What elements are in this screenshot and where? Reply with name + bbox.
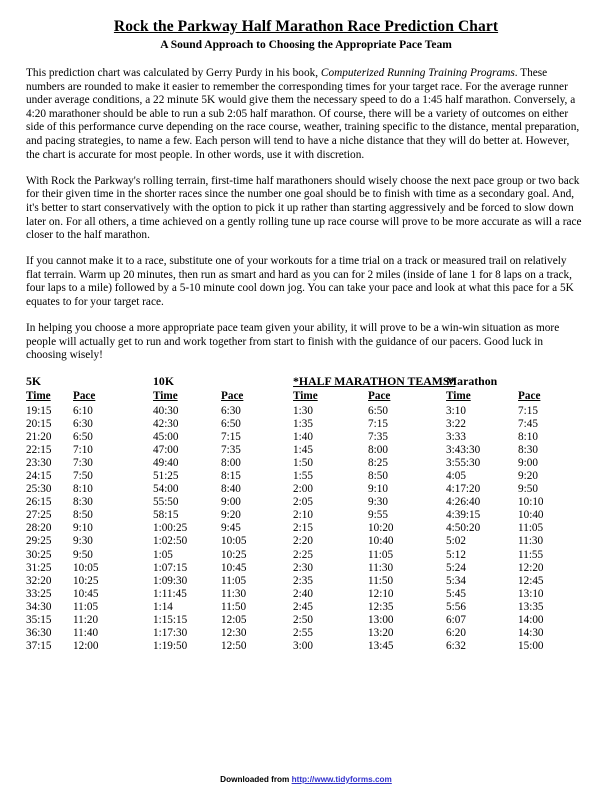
cell-10k-pace: 8:40	[221, 483, 241, 496]
book-title: Computerized Running Training Programs	[320, 67, 515, 80]
cell-5k-time: 30:25	[26, 548, 52, 561]
column-header-5k-pace: Pace	[73, 390, 96, 403]
paragraph-3: If you cannot make it to a race, substitute one of your workouts for a time trial on a track or measured trail on relatively flat terrain. Warm up 20 minutes, then run as smart and hard as you can for 2 miles (inside of lane 1 for 8 laps on a track, four laps to a mile) followed by a 5-10 minute cool down jog. You can take your pace and look at what this pace for a 5K equates to for your target race.	[26, 255, 574, 308]
cell-5k-pace: 7:10	[73, 443, 93, 456]
footer-prefix: Downloaded from	[220, 775, 292, 784]
cell-marathon-time: 3:22	[446, 417, 466, 430]
cell-marathon-pace: 12:20	[518, 561, 544, 574]
cell-half-time: 1:40	[293, 430, 313, 443]
cell-5k-time: 35:15	[26, 614, 52, 627]
cell-10k-pace: 9:00	[221, 496, 241, 509]
cell-marathon-time: 5:56	[446, 600, 466, 613]
cell-half-pace: 13:00	[368, 614, 394, 627]
table-row	[26, 444, 586, 457]
cell-5k-time: 29:25	[26, 535, 52, 548]
cell-10k-time: 58:15	[153, 509, 179, 522]
cell-10k-pace: 11:30	[221, 587, 247, 600]
cell-10k-time: 1:14	[153, 600, 173, 613]
cell-marathon-pace: 12:45	[518, 574, 544, 587]
cell-5k-time: 31:25	[26, 561, 52, 574]
cell-10k-pace: 12:50	[221, 640, 247, 653]
cell-half-time: 2:50	[293, 614, 313, 627]
cell-half-pace: 11:05	[368, 548, 394, 561]
paragraph-4: In helping you choose a more appropriate pace team given your ability, it will prove to be a win-win situation as more people will actually get to run and work together from start to finish with the guidance of our pacers. Good luck in choosing wisely!	[26, 322, 560, 362]
cell-5k-time: 26:15	[26, 496, 52, 509]
cell-marathon-pace: 10:40	[518, 509, 544, 522]
cell-5k-time: 33:25	[26, 587, 52, 600]
cell-10k-time: 1:07:15	[153, 561, 188, 574]
cell-marathon-time: 5:34	[446, 574, 466, 587]
cell-10k-pace: 10:25	[221, 548, 247, 561]
cell-5k-time: 37:15	[26, 640, 52, 653]
cell-5k-pace: 10:25	[73, 574, 99, 587]
cell-5k-pace: 9:30	[73, 535, 93, 548]
cell-half-pace: 12:35	[368, 600, 394, 613]
cell-marathon-time: 6:07	[446, 614, 466, 627]
cell-marathon-pace: 14:30	[518, 627, 544, 640]
cell-half-pace: 11:50	[368, 574, 394, 587]
cell-marathon-time: 5:12	[446, 548, 466, 561]
column-header-5k-time: Time	[26, 390, 51, 403]
cell-5k-pace: 10:05	[73, 561, 99, 574]
cell-10k-pace: 10:05	[221, 535, 247, 548]
cell-5k-time: 25:30	[26, 483, 52, 496]
cell-10k-time: 1:00:25	[153, 522, 188, 535]
page-subtitle: A Sound Approach to Choosing the Appropriate Pace Team	[160, 39, 452, 52]
cell-marathon-time: 3:10	[446, 404, 466, 417]
cell-10k-pace: 12:05	[221, 614, 247, 627]
cell-half-time: 2:05	[293, 496, 313, 509]
cell-marathon-time: 3:33	[446, 430, 466, 443]
group-header-10k: 10K	[153, 374, 174, 389]
cell-half-time: 2:40	[293, 587, 313, 600]
cell-marathon-pace: 9:50	[518, 483, 538, 496]
cell-half-pace: 13:45	[368, 640, 394, 653]
cell-5k-time: 21:20	[26, 430, 52, 443]
cell-half-pace: 9:30	[368, 496, 388, 509]
table-row	[26, 509, 586, 522]
table-head	[26, 375, 586, 404]
column-header-half-pace: Pace	[368, 390, 391, 403]
cell-half-pace: 8:50	[368, 470, 388, 483]
cell-half-time: 1:35	[293, 417, 313, 430]
cell-half-pace: 11:30	[368, 561, 394, 574]
cell-marathon-pace: 11:55	[518, 548, 544, 561]
column-header-row	[26, 390, 586, 404]
cell-marathon-pace: 13:10	[518, 587, 544, 600]
cell-10k-time: 47:00	[153, 443, 179, 456]
cell-half-pace: 7:15	[368, 417, 388, 430]
table-row	[26, 601, 586, 614]
paragraph-1-part-b: . These numbers are rounded to make it easier to remember the corresponding times for your target race. For the average runner under average conditions, a 22 minute 5K would give them the necessary speed to do a 1:45 half marathon. Conversely, a 4:20 marathoner should be able to run a sub 2:05 half marathon. Of course, there will be a variety of outcomes on either side of this performance curve depending on the race course, weather, training specific to the distance, mental preparation, and pacing strategies, to name a few. Each person will tend to have a niche distance that they will do better at. However, the chart is accurate for most people. In other words, use it with discretion.	[26, 67, 580, 161]
cell-marathon-pace: 8:30	[518, 443, 538, 456]
cell-10k-pace: 10:45	[221, 561, 247, 574]
cell-10k-pace: 8:00	[221, 456, 241, 469]
cell-half-pace: 12:10	[368, 587, 394, 600]
cell-5k-pace: 8:30	[73, 496, 93, 509]
cell-10k-time: 42:30	[153, 417, 179, 430]
cell-half-time: 2:45	[293, 600, 313, 613]
cell-5k-pace: 8:10	[73, 483, 93, 496]
table-row	[26, 614, 586, 627]
cell-marathon-pace: 9:20	[518, 470, 538, 483]
table-body	[26, 405, 586, 654]
footer-url-link[interactable]: http://www.tidyforms.com	[291, 775, 392, 784]
cell-10k-time: 1:15:15	[153, 614, 188, 627]
cell-10k-time: 1:17:30	[153, 627, 188, 640]
cell-10k-pace: 6:50	[221, 417, 241, 430]
cell-half-pace: 10:20	[368, 522, 394, 535]
cell-half-pace: 7:35	[368, 430, 388, 443]
column-header-marathon-time: Time	[446, 390, 471, 403]
cell-marathon-time: 6:32	[446, 640, 466, 653]
cell-10k-pace: 11:05	[221, 574, 247, 587]
cell-5k-time: 20:15	[26, 417, 52, 430]
cell-marathon-time: 4:26:40	[446, 496, 481, 509]
table-row	[26, 640, 586, 653]
cell-marathon-time: 4:05	[446, 470, 466, 483]
column-header-10k-pace: Pace	[221, 390, 244, 403]
cell-marathon-time: 4:17:20	[446, 483, 481, 496]
cell-marathon-time: 6:20	[446, 627, 466, 640]
cell-marathon-pace: 14:00	[518, 614, 544, 627]
cell-10k-time: 54:00	[153, 483, 179, 496]
cell-5k-pace: 11:40	[73, 627, 99, 640]
cell-10k-pace: 9:45	[221, 522, 241, 535]
cell-marathon-time: 3:43:30	[446, 443, 481, 456]
cell-marathon-pace: 9:00	[518, 456, 538, 469]
cell-10k-time: 1:02:50	[153, 535, 188, 548]
cell-half-pace: 8:00	[368, 443, 388, 456]
paragraph-2: With Rock the Parkway's rolling terrain, first-time half marathoners should wisely choose the next pace group or two back for their given time in the shorter races since the number one goal should be to finish with time as a secondary goal. And, it's better to start conservatively with the option to pick it up rather than starting aggressively and be forced to slow down later on. For all others, a time achieved on a gently rolling tune up race course will prove to be more accurate as will a race closer to the half marathon.	[26, 174, 582, 242]
cell-5k-pace: 6:50	[73, 430, 93, 443]
cell-marathon-time: 3:55:30	[446, 456, 481, 469]
cell-5k-time: 36:30	[26, 627, 52, 640]
cell-half-time: 2:30	[293, 561, 313, 574]
cell-half-time: 2:35	[293, 574, 313, 587]
cell-5k-time: 24:15	[26, 470, 52, 483]
cell-5k-time: 19:15	[26, 404, 52, 417]
group-header-marathon: Marathon	[446, 374, 498, 389]
cell-half-pace: 6:50	[368, 404, 388, 417]
cell-5k-pace: 6:10	[73, 404, 93, 417]
cell-marathon-time: 5:45	[446, 587, 466, 600]
table-row	[26, 627, 586, 640]
cell-marathon-pace: 7:45	[518, 417, 538, 430]
cell-marathon-pace: 11:05	[518, 522, 544, 535]
cell-marathon-pace: 7:15	[518, 404, 538, 417]
table-row	[26, 496, 586, 509]
paragraph-1-part-a: This prediction chart was calculated by Gerry Purdy in his book,	[26, 67, 321, 80]
cell-half-pace: 13:20	[368, 627, 394, 640]
cell-half-time: 1:45	[293, 443, 313, 456]
cell-5k-time: 28:20	[26, 522, 52, 535]
cell-10k-time: 45:00	[153, 430, 179, 443]
table-row	[26, 483, 586, 496]
cell-half-pace: 10:40	[368, 535, 394, 548]
cell-half-time: 2:00	[293, 483, 313, 496]
column-header-half-time: Time	[293, 390, 318, 403]
cell-10k-time: 40:30	[153, 404, 179, 417]
table-row	[26, 470, 586, 483]
cell-10k-time: 49:40	[153, 456, 179, 469]
table-row	[26, 405, 586, 418]
cell-10k-time: 55:50	[153, 496, 179, 509]
cell-5k-time: 23:30	[26, 456, 52, 469]
cell-10k-time: 1:11:45	[153, 587, 187, 600]
cell-10k-pace: 9:20	[221, 509, 241, 522]
pace-chart-table	[26, 375, 586, 653]
cell-half-time: 2:15	[293, 522, 313, 535]
cell-5k-pace: 11:05	[73, 600, 99, 613]
cell-5k-pace: 8:50	[73, 509, 93, 522]
cell-10k-pace: 8:15	[221, 470, 241, 483]
group-header-5k: 5K	[26, 374, 42, 389]
group-header-row	[26, 375, 586, 390]
cell-10k-time: 1:05	[153, 548, 173, 561]
cell-10k-time: 51:25	[153, 470, 179, 483]
cell-marathon-pace: 13:35	[518, 600, 544, 613]
table-row	[26, 418, 586, 431]
cell-10k-pace: 12:30	[221, 627, 247, 640]
cell-5k-time: 34:30	[26, 600, 52, 613]
table-row	[26, 457, 586, 470]
cell-marathon-pace: 15:00	[518, 640, 544, 653]
footer	[0, 775, 612, 784]
cell-5k-time: 32:20	[26, 574, 52, 587]
cell-half-time: 1:50	[293, 456, 313, 469]
cell-half-time: 2:20	[293, 535, 313, 548]
cell-10k-pace: 11:50	[221, 600, 247, 613]
cell-marathon-time: 5:02	[446, 535, 466, 548]
cell-5k-time: 27:25	[26, 509, 52, 522]
table-row	[26, 562, 586, 575]
cell-half-time: 2:55	[293, 627, 313, 640]
cell-10k-pace: 7:15	[221, 430, 241, 443]
cell-half-time: 3:00	[293, 640, 313, 653]
cell-5k-pace: 12:00	[73, 640, 99, 653]
cell-half-pace: 9:55	[368, 509, 388, 522]
pace-chart-container	[26, 375, 586, 653]
cell-marathon-time: 5:24	[446, 561, 466, 574]
cell-half-time: 2:25	[293, 548, 313, 561]
column-header-10k-time: Time	[153, 390, 178, 403]
title-block	[26, 18, 586, 53]
cell-5k-time: 22:15	[26, 443, 52, 456]
cell-10k-time: 1:19:50	[153, 640, 188, 653]
page-title: Rock the Parkway Half Marathon Race Prediction Chart	[113, 18, 499, 35]
cell-5k-pace: 10:45	[73, 587, 99, 600]
cell-half-time: 2:10	[293, 509, 313, 522]
cell-5k-pace: 9:10	[73, 522, 93, 535]
cell-5k-pace: 6:30	[73, 417, 93, 430]
cell-5k-pace: 7:50	[73, 470, 93, 483]
cell-5k-pace: 7:30	[73, 456, 93, 469]
table-row	[26, 549, 586, 562]
cell-5k-pace: 9:50	[73, 548, 93, 561]
cell-10k-pace: 7:35	[221, 443, 241, 456]
cell-half-time: 1:55	[293, 470, 313, 483]
table-row	[26, 535, 586, 548]
cell-marathon-time: 4:50:20	[446, 522, 481, 535]
paragraph-1	[26, 67, 586, 162]
cell-marathon-time: 4:39:15	[446, 509, 481, 522]
column-header-marathon-pace: Pace	[518, 390, 541, 403]
cell-marathon-pace: 11:30	[518, 535, 544, 548]
cell-10k-pace: 6:30	[221, 404, 241, 417]
body-text	[26, 67, 586, 363]
table-row	[26, 522, 586, 535]
cell-half-pace: 8:25	[368, 456, 388, 469]
cell-marathon-pace: 10:10	[518, 496, 544, 509]
group-header-half-marathon: *HALF MARATHON TEAMS*	[293, 374, 456, 389]
table-row	[26, 588, 586, 601]
cell-half-pace: 9:10	[368, 483, 388, 496]
cell-half-time: 1:30	[293, 404, 313, 417]
cell-marathon-pace: 8:10	[518, 430, 538, 443]
cell-10k-time: 1:09:30	[153, 574, 188, 587]
cell-5k-pace: 11:20	[73, 614, 99, 627]
table-row	[26, 575, 586, 588]
table-row	[26, 431, 586, 444]
